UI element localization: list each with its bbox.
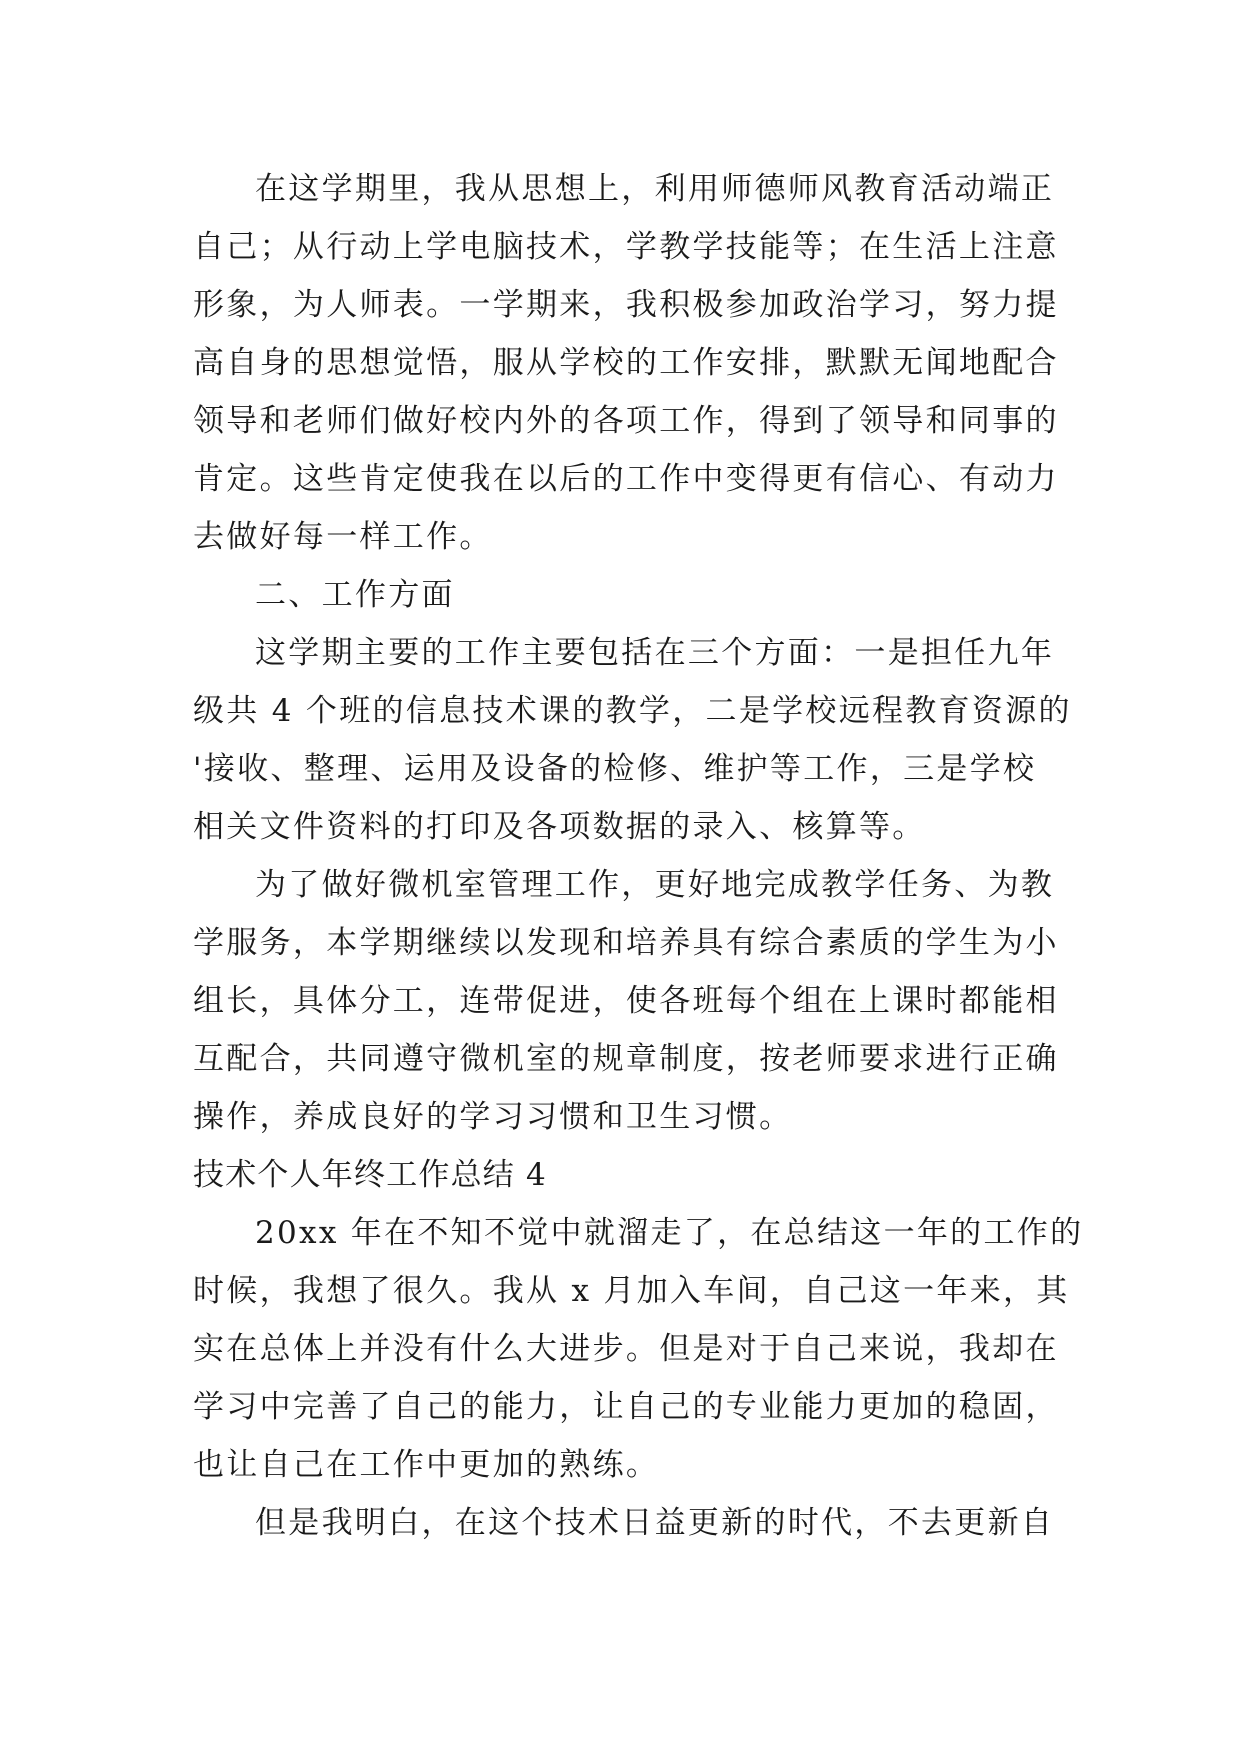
document-body [193,160,1084,1552]
paragraph-line: 这学期主要的工作主要包括在三个方面：一是担任九年 [255,635,1055,671]
paragraph-line: 级共 4 个班的信息技术课的教学，二是学校远程教育资源的 [193,693,1072,729]
paragraph-line: 去做好每一样工作。 [193,519,493,555]
paragraph-line: 领导和老师们做好校内外的各项工作，得到了领导和同事的 [193,403,1059,439]
paragraph-line: 组长，具体分工，连带促进，使各班每个组在上课时都能相 [193,983,1059,1019]
paragraph-line: 实在总体上并没有什么大进步。但是对于自己来说，我却在 [193,1331,1059,1367]
paragraph-line: 在这学期里，我从思想上，利用师德师风教育活动端正 [255,171,1055,207]
paragraph-line: 学习中完善了自己的能力，让自己的专业能力更加的稳固， [193,1389,1059,1425]
paragraph-line: 相关文件资料的打印及各项数据的录入、核算等。 [193,809,926,845]
paragraph-line: 肯定。这些肯定使我在以后的工作中变得更有信心、有动力 [193,461,1059,497]
paragraph-line: 操作，养成良好的学习习惯和卫生习惯。 [193,1099,793,1135]
paragraph-line: 形象，为人师表。一学期来，我积极参加政治学习，努力提 [193,287,1059,323]
document-heading: 技术个人年终工作总结 4 [193,1157,547,1193]
paragraph-line: 学服务，本学期继续以发现和培养具有综合素质的学生为小 [193,925,1059,961]
paragraph-line: 互配合，共同遵守微机室的规章制度，按老师要求进行正确 [193,1041,1059,1077]
paragraph-line: '接收、整理、运用及设备的检修、维护等工作，三是学校 [193,751,1037,787]
paragraph-line: 20xx 年在不知不觉中就溜走了，在总结这一年的工作的 [255,1215,1084,1251]
paragraph-line: 也让自己在工作中更加的熟练。 [193,1447,660,1483]
paragraph-line: 高自身的思想觉悟，服从学校的工作安排，默默无闻地配合 [193,345,1059,381]
section-heading: 二、工作方面 [255,577,455,613]
paragraph-line: 自己；从行动上学电脑技术，学教学技能等；在生活上注意 [193,229,1059,265]
paragraph-line: 但是我明白，在这个技术日益更新的时代，不去更新自 [255,1505,1055,1541]
paragraph-line: 为了做好微机室管理工作，更好地完成教学任务、为教 [255,867,1055,903]
paragraph-line: 时候，我想了很久。我从 x 月加入车间，自己这一年来，其 [193,1273,1070,1309]
